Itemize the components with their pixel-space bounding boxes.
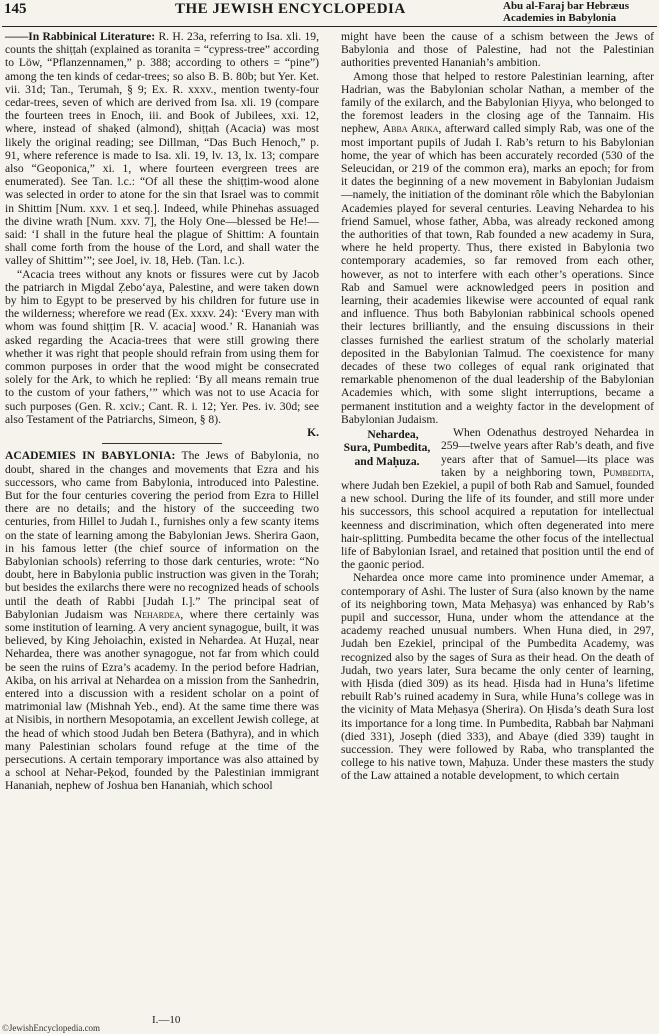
academies-text: The Jews of Babylonia, no doubt, shared in the changes and movements that Ezra and his successors, who came from Babylonia, introduced into Palestine. But for the four centuries covering the period from Ezra to Hillel there are no details; and the history of the succeeding two centuries, from Hillel to Judah I., furnishes only a few scanty items on the state of learning among the Babylonian Jews. Sherira Gaon, in his famous letter (the chief source of information on the Babylonian schools) referring to those dark centuries, wrote: “No doubt, here in Babylonia public instruction was given in the Torah; but besides the exilarchs there were no recognized heads of schools until the death of Rabbi [Judah I.].” The principal seat of Babylonian Judaism was — [5, 449, 320, 621]
pumbedita-term: Pumbedita — [603, 465, 652, 479]
left-column — [5, 30, 319, 793]
amemar-paragraph: Nehardea once more came into prominence under Amemar, a contemporary of Ashi. The luster of Sura (also known by the name of its neighboring town, Mata Meḥasya) was enhanced by Rab’s pupil and successor, Huna, under whom the attendance at the academy reached unusual numbers. When Huna died, in 297, Judah ben Ezekiel, principal of the Pumbedita Academy, was recognized also by the sages of Sura as their head. On the death of Judah, two years later, Sura became the only center of learning, with Ḥisda (died 309) as its head. Ḥisda had in Huna’s lifetime rebuilt Rab’s ruined academy in Sura, while Huna’s college was in the vicinity of Mata Meḥasya (Sherira). On Ḥisda’s death Sura lost its importance for a long time. In Pumbedita, Rabbah bar Naḥmani (died 331), Joseph (died 333), and Abaye (died 339) taught in succession. They were followed by Raba, who transplanted the college to his native town, Maḥuza. Under these masters the study of the Law attained a notable development, to which certain — [341, 571, 654, 783]
nehardea-term: Nehardea — [133, 607, 181, 621]
page-number: 145 — [4, 1, 27, 17]
restoration-text-pre-note: , afterward called simply Rab, was one of the most important pupils of Judah I. Rab’s return to his Babylonian home, the year of which has been accurately recorded (530 of the Seleucidan, or 219 of the common era), marks an epoch; for from it dates the beginning of a new movement in Babylonian Judaism—namely, the initiation of the dominant rôle which the Babylonian Academies played for several centuries. Leaving Nehardea to his friend Samuel, whose father, Abba, was already reckoned among the authorities of that town, Rab founded a new academy in Sura, where he held property. Thus, there existed in Babylonia two contemporary academies, so far removed from each other, however, as not to interfere with each other’s operations. Since Rab and Samuel were acknowledged peers in position and learning, their academies likewise were accounted of equal rank and influence. Thus both Babylonian rabbinical schools opened their lectures brilliantly, and the ensuing discussions in their classes furnished the earliest stratum of the scholarly material deposited in the Babylonian Talmud. The coexistence for many decades of these two colleges of equal rank originated that remarkable phenomenon of the dual leadership of the Babylonian Academies which, with some slight interruptions, became a permanent institution and a weighty factor in the development of Babylonian Judaism. — [341, 122, 654, 426]
article-title: ACADEMIES IN BABYLONIA: — [5, 449, 176, 463]
restoration-text: Among those that helped to restore Palestinian learning, after Hadrian, was the Babylonian scholar Nathan, a member of the family of the exilarch, and the Babylonian Ḥiyya, who belonged to the foremost leaders in the closing age of the Tannaim. His nephew, — [341, 69, 654, 136]
source-credit: ©JewishEncyclopedia.com — [2, 1023, 101, 1033]
abba-arika-term: Abba Arika — [382, 122, 439, 136]
acacia-paragraph: “Acacia trees without any knots or fissures were cut by Jacob the patriarch in Migdal Ẓebo‘aya, Palestine, and were taken down by him to Egypt to be preserved by his children for future use in the wilderness; wherefore we read (Ex. xxxv. 24): ‘Every man with whom was found shiṭṭim [R. V. acacia] wood.’ R. Hananiah was asked regarding the Acacia-trees that were still growing there whether it was right that people should refrain from using them for common purposes in order that the wood might be consecrated solely for the Ark, to which he replied: ‘By all means remain true to the custom of your fathers,’” which was not to use Acacia for such purposes (Gen. R. xciv.; Cant. R. i. 12; Yer. Pes. iv. 30d; see also Testament of the Patriarchs, Simeon, § 8). — [5, 267, 319, 426]
running-title: THE JEWISH ENCYCLOPEDIA — [175, 1, 406, 17]
odenathus-paragraph — [341, 426, 654, 571]
article-separator — [102, 443, 222, 444]
running-head-line1: Abu al-Faraj bar Hebræus — [503, 0, 629, 12]
rabbinical-text: R. H. 23a, referring to Isa. xli. 19, counts the shiṭṭah (explained as toranita = “cypress-tree” according to Löw, “Pflanzennamen,” p. 388; according to others = “pine”) among the ten kinds of cedar-trees; so also B. B. 80b; but Yer. Ket. vii. 31d; Tan., Terumah, § 9; Ex. R. xxxv., mention twenty-four cedar-trees, seven of which are derived from Isa. xli. 19 (compare the fourteen trees in Enoch, iii. and Book of Jubilees, xxi. 12, where, instead of shaḳed (almond), shiṭṭah (Acacia) was most likely the original reading; see Dillman, “Das Buch Henoch,” p. 91, where reference is made to Isa. xli. 19, lv. 13, lx. 13; compare also “Geoponica,” xi. 1, where fourteen evergreen trees are enumerated). See Tan. l.c.: “Of all these the shiṭṭim-wood alone was selected in order to atone for the sin that Israel was to commit in Shittim [Num. xxv. 1 et seq.]. Indeed, while Phinehas assuaged the divine wrath [Num. xxv. 7], the Holy One—blessed be He!—said: ‘I shall in the future heal the plague of Shittim: A fountain shall come forth from the house of the Lord, and shall water the valley of Shittim’”; see Joel, iv. 18, Heb. (Tan. l.c.). — [5, 30, 320, 268]
running-head-line2: Academies in Babylonia — [503, 12, 617, 24]
right-column — [341, 30, 654, 783]
margin-sidenote: Nehardea, Sura, Pumbedita, and Maḥuza. — [343, 428, 431, 468]
section-lead: ——In Rabbinical Literature: — [5, 30, 156, 43]
odenathus-text-cont: , where Judah ben Ezekiel, a pupil of both Rab and Samuel, founded a new school. During the life of its founder, and still more under his successors, this school acquired a reputation for intellectual keenness and discrimination, which often degenerated into mere hair-splitting. Pumbedita became the other focus of the intellectual life of Babylonian Israel, and retained that position until the end of the gaonic period. — [341, 465, 654, 572]
article-signature: K. — [307, 426, 319, 440]
running-head — [503, 0, 653, 24]
restoration-paragraph — [341, 70, 654, 426]
header-rule — [2, 26, 657, 27]
academies-text-cont: , where there certainly was some institution of learning. A very ancient synagogue, built, it was believed, by King Jehoiachin, existed in Nehardea. At Huẓal, near Nehardea, there was another synagogue, not far from which could be seen the ruins of Ezra’s academy. In the period before Hadrian, Akiba, on his arrival at Nehardea on a mission from the Sanhedrin, entered into a discussion with a resident scholar on a point of matrimonial law (Mishnah Yeb., end). At the same time there was at Nisibis, in northern Mesopotamia, an excellent Jewish college, at the head of which stood Judah ben Betera (Bathyra), and in which many Palestinian scholars found refuge at the time of the persecutions. A certain temporary importance was also attained by a school at Nehar-Peḳod, founded by the Palestinian immigrant Hananiah, nephew of Joshua ben Hananiah, which school — [5, 607, 319, 793]
signature-mark: I.—10 — [152, 1014, 181, 1026]
academies-intro-paragraph — [5, 449, 319, 792]
page-header — [0, 0, 659, 26]
rabbinical-paragraph — [5, 30, 319, 268]
schism-paragraph: might have been the cause of a schism between the Jews of Babylonia and those of Palestine, had not the Palestinian authorities prevented Hananiah’s ambition. — [341, 30, 654, 70]
odenathus-text: When Odenathus destroyed Nehardea in 259—twelve years after Rab’s death, and five years after that of Samuel—its place was taken by a neighboring town, — [441, 426, 654, 479]
